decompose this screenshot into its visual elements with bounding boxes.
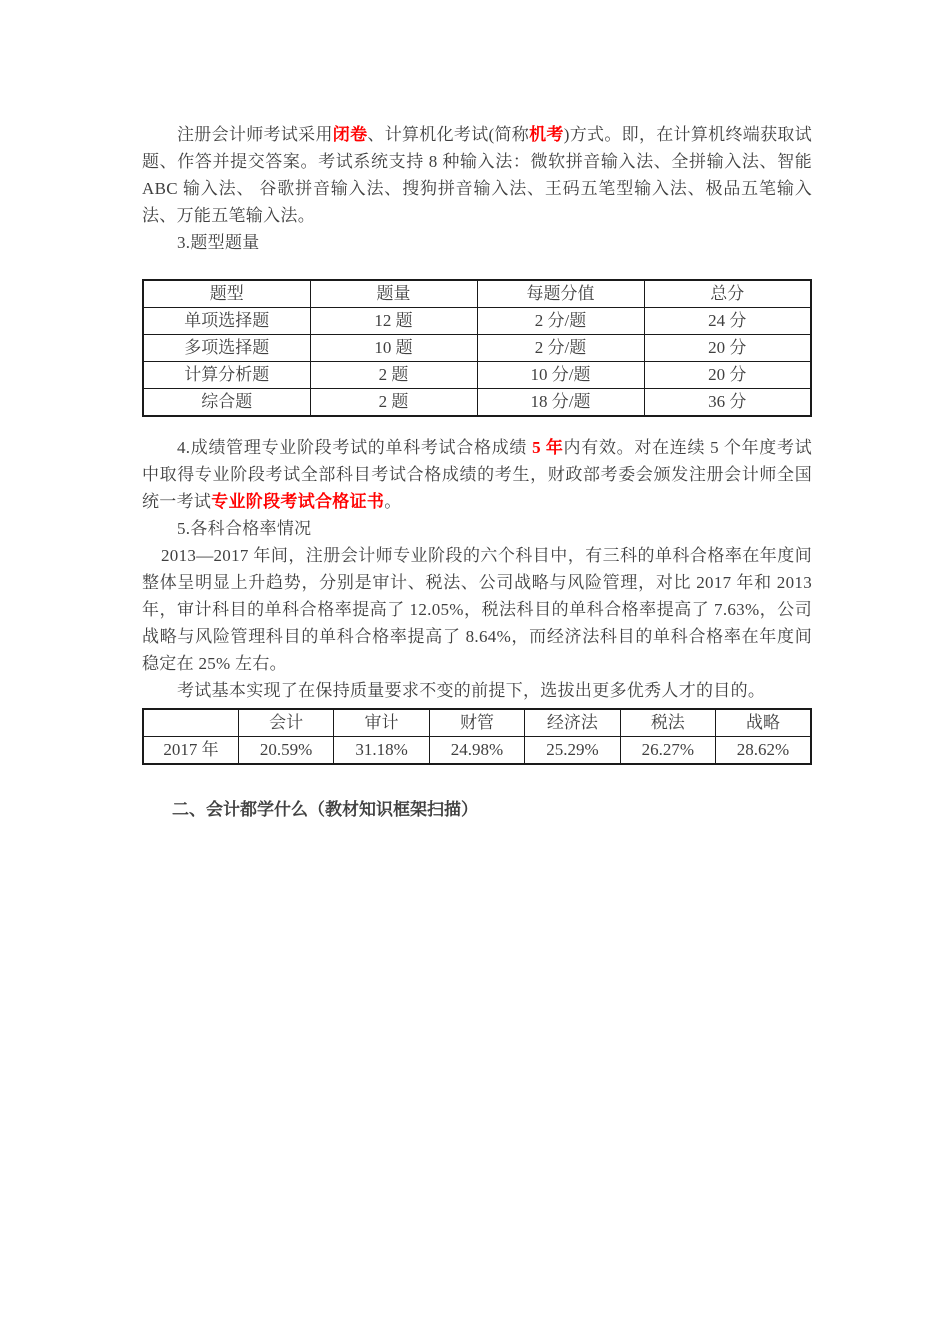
table-cell: 2017 年 bbox=[143, 737, 238, 765]
question-types-table bbox=[142, 279, 812, 417]
table-header-cell: 题型 bbox=[143, 280, 310, 308]
table-cell: 20.59% bbox=[238, 737, 333, 765]
table-cell: 2 题 bbox=[310, 389, 477, 417]
table-header-cell: 税法 bbox=[620, 709, 715, 737]
paragraph-exam-format bbox=[142, 121, 812, 229]
highlighted-text: 闭卷 bbox=[332, 125, 368, 144]
table-cell: 24 分 bbox=[644, 308, 811, 335]
table-cell: 计算分析题 bbox=[143, 362, 310, 389]
table-cell: 2 分/题 bbox=[477, 308, 644, 335]
table-cell: 12 题 bbox=[310, 308, 477, 335]
table-header-cell: 题量 bbox=[310, 280, 477, 308]
table-cell: 26.27% bbox=[620, 737, 715, 765]
table-cell: 10 题 bbox=[310, 335, 477, 362]
table-header-cell: 战略 bbox=[716, 709, 811, 737]
table-cell: 20 分 bbox=[644, 335, 811, 362]
table-row bbox=[143, 308, 811, 335]
table-cell: 31.18% bbox=[334, 737, 429, 765]
table-cell: 多项选择题 bbox=[143, 335, 310, 362]
table-header-cell: 每题分值 bbox=[477, 280, 644, 308]
table-row bbox=[143, 389, 811, 417]
paragraph-pass-rate-trends: 2013—2017 年间，注册会计师专业阶段的六个科目中，有三科的单科合格率在年度间整体呈明显上升趋势，分别是审计、税法、公司战略与风险管理，对比 2017 年和 2013 年，审计科目的单科合格率提高了 12.05%，税法科目的单科合格率提高了 7.63%，公司战略与风险管理科目的单科合格率提高了 8.64%，而经济法科目的单科合格率在年度间稳定在 25% 左右。 bbox=[142, 546, 812, 673]
table-cell: 36 分 bbox=[644, 389, 811, 417]
text-run: 注册会计师考试采用 bbox=[177, 125, 333, 144]
section-heading-question-types: 3.题型题量 bbox=[177, 233, 260, 252]
table-header-cell: 会计 bbox=[238, 709, 333, 737]
table-row bbox=[143, 335, 811, 362]
paragraph-score-validity bbox=[142, 434, 812, 515]
table-cell: 20 分 bbox=[644, 362, 811, 389]
text-run: 内有效。对在连续 5 个年度考试中取得专业阶段考试全部科目考试合格成绩的考生，财政部考委会颁发注册会计师全国统一考试 bbox=[142, 438, 812, 511]
table-header-row bbox=[143, 709, 811, 737]
table-cell: 18 分/题 bbox=[477, 389, 644, 417]
paragraph-exam-goal: 考试基本实现了在保持质量要求不变的前提下，选拔出更多优秀人才的目的。 bbox=[177, 681, 766, 700]
table-cell: 28.62% bbox=[716, 737, 811, 765]
table-header-cell: 财管 bbox=[429, 709, 524, 737]
table-row bbox=[143, 737, 811, 765]
highlighted-text: 机考 bbox=[529, 125, 564, 144]
text-run: 。 bbox=[384, 492, 402, 511]
text-run: 、计算机化考试(简称 bbox=[367, 125, 530, 144]
pass-rates-table bbox=[142, 708, 812, 765]
table-header-cell bbox=[143, 709, 238, 737]
table-header-cell: 经济法 bbox=[525, 709, 620, 737]
highlighted-text: 5 年 bbox=[532, 438, 564, 457]
table-row bbox=[143, 362, 811, 389]
table-cell: 综合题 bbox=[143, 389, 310, 417]
highlighted-text: 专业阶段考试合格证书 bbox=[211, 492, 385, 511]
table-header-cell: 总分 bbox=[644, 280, 811, 308]
table-cell: 2 题 bbox=[310, 362, 477, 389]
text-run: )方式。即，在计算机终端获取试题、作答并提交答案。考试系统支持 8 种输入法：微软拼音输入法、全拼输入法、智能 ABC 输入法、 谷歌拼音输入法、搜狗拼音输入法、王码五笔型输入法、极品五笔输入法、万能五笔输入法。 bbox=[142, 125, 812, 225]
table-cell: 10 分/题 bbox=[477, 362, 644, 389]
table-cell: 2 分/题 bbox=[477, 335, 644, 362]
table-header-cell: 审计 bbox=[334, 709, 429, 737]
table-cell: 24.98% bbox=[429, 737, 524, 765]
section-heading-pass-rates: 5.各科合格率情况 bbox=[177, 519, 312, 538]
text-run: 4.成绩管理专业阶段考试的单科考试合格成绩 bbox=[177, 438, 533, 457]
table-cell: 单项选择题 bbox=[143, 308, 310, 335]
table-header-row bbox=[143, 280, 811, 308]
section-heading-accounting-overview: 二、会计都学什么（教材知识框架扫描） bbox=[172, 800, 478, 819]
table-cell: 25.29% bbox=[525, 737, 620, 765]
